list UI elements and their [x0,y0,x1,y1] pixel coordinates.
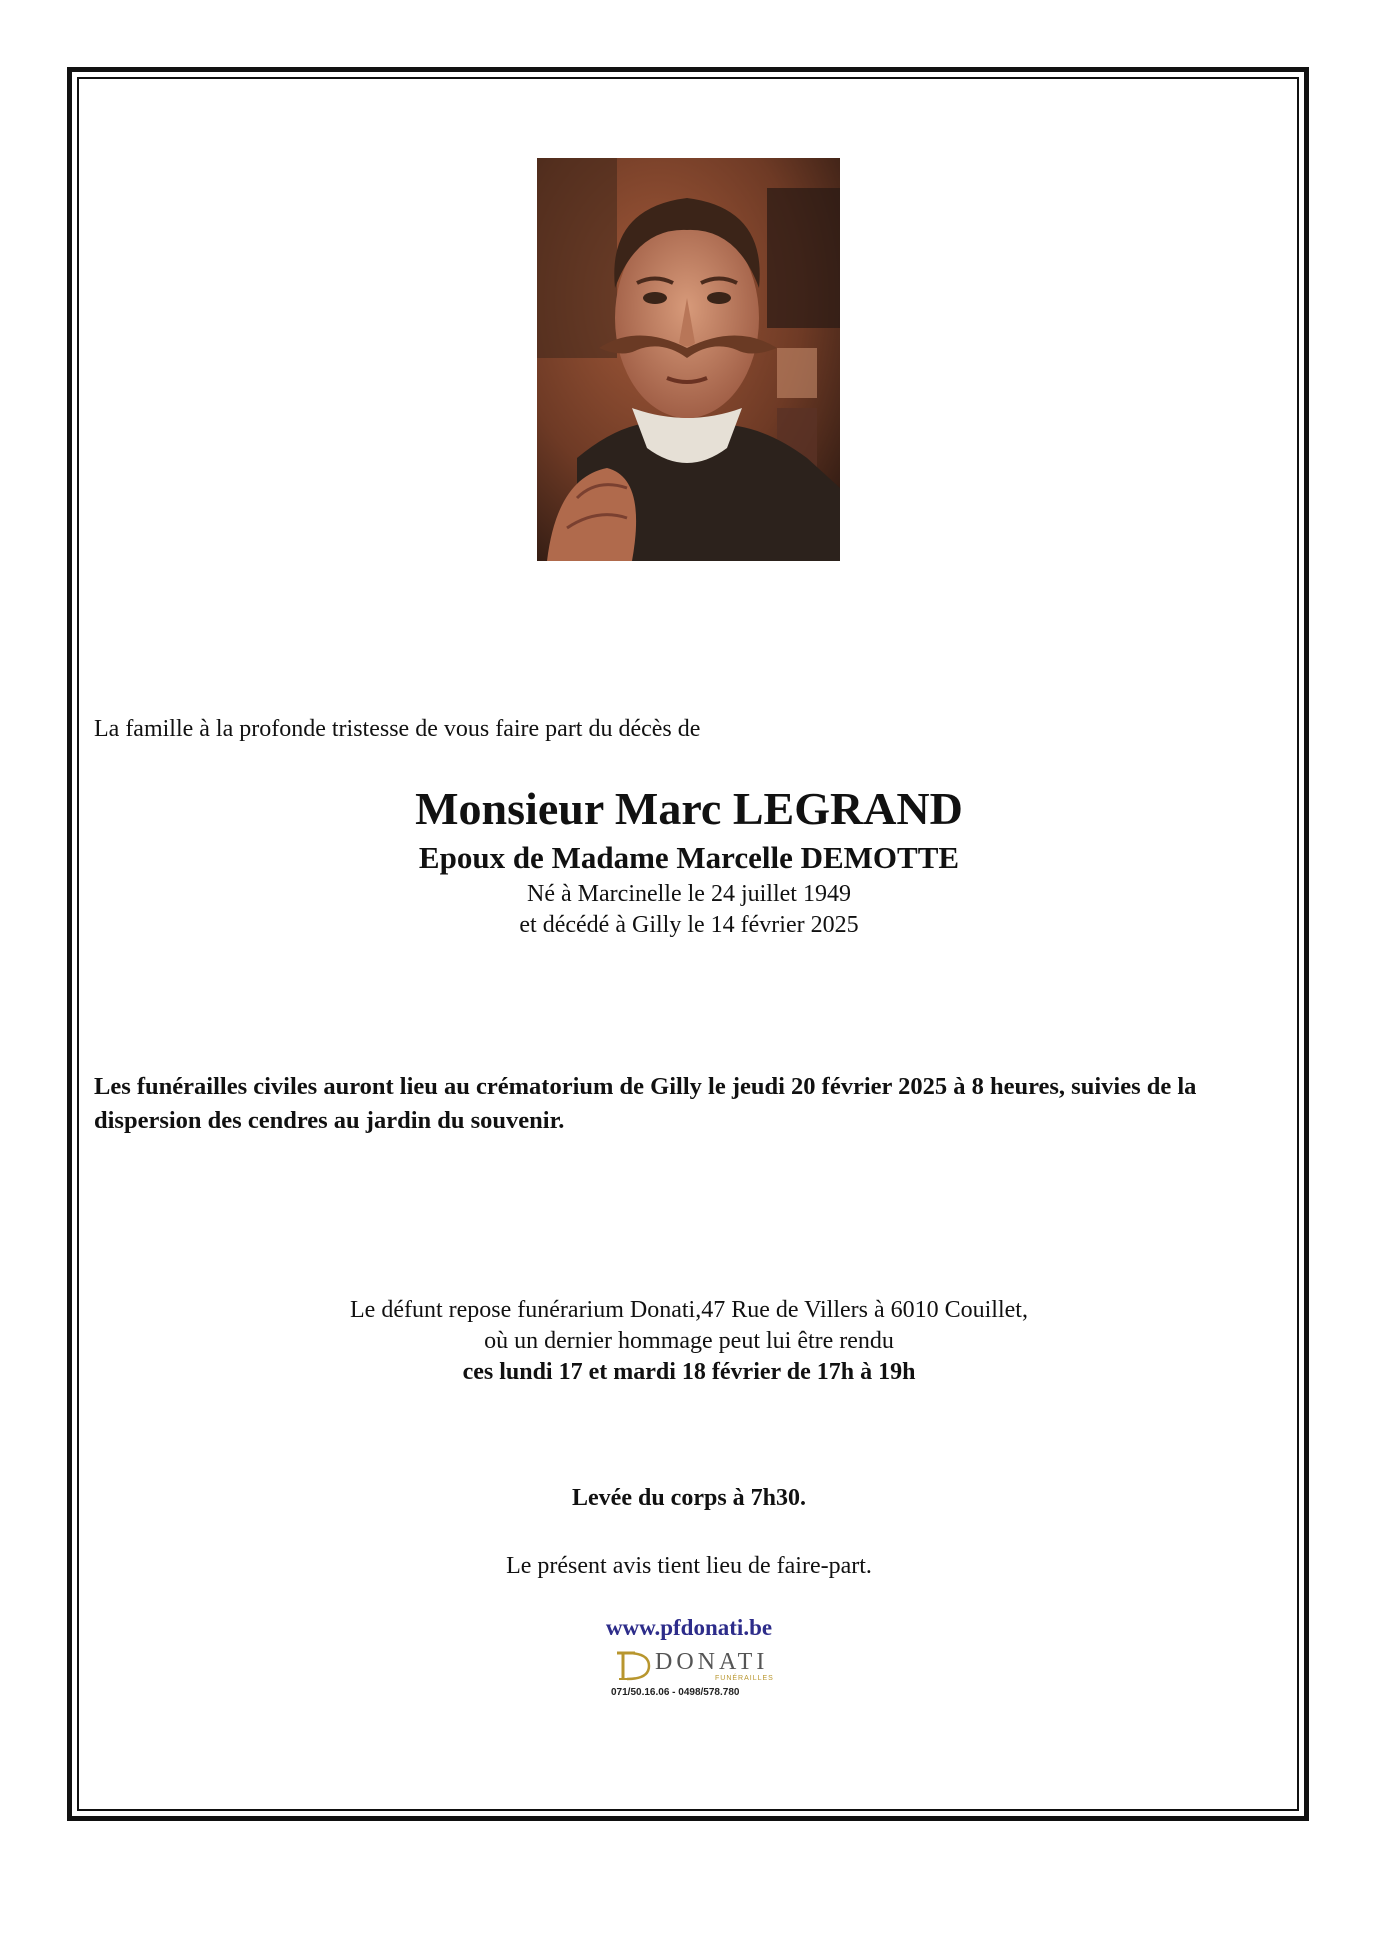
donati-monogram-icon [613,1647,653,1683]
portrait-photo [537,158,840,561]
intro-text: La famille à la profonde tristesse de vous faire part du décès de [94,716,701,742]
logo-subtitle: FUNÉRAILLES [715,1675,774,1682]
visiting-hours: ces lundi 17 et mardi 18 février de 17h à 19h [462,1359,916,1385]
website-link[interactable]: www.pfdonati.be [605,1615,773,1640]
funeral-details: Les funérailles civiles auront lieu au crématorium de Gilly le jeudi 20 février 2025 à 8 heures, suivies de la dispersion des cendres au jardin du souvenir. [94,1073,1197,1134]
birth-line: Né à Marcinelle le 24 juillet 1949 [527,881,851,907]
notice-line: Le présent avis tient lieu de faire-part. [506,1553,872,1579]
resting-place-line: Le défunt repose funérarium Donati,47 Rue de Villers à 6010 Couillet, [350,1297,1028,1323]
tribute-line: où un dernier hommage peut lui être rendu [484,1328,894,1354]
deceased-name: Monsieur Marc LEGRAND [415,783,963,834]
levee-line: Levée du corps à 7h30. [572,1485,806,1511]
donati-logo [605,1645,785,1705]
logo-wordmark: DONATI [655,1649,769,1675]
spouse-line: Epoux de Madame Marcelle DEMOTTE [418,840,960,875]
phone-numbers: 071/50.16.06 - 0498/578.780 [611,1687,740,1698]
death-line: et décédé à Gilly le 14 février 2025 [519,912,859,938]
